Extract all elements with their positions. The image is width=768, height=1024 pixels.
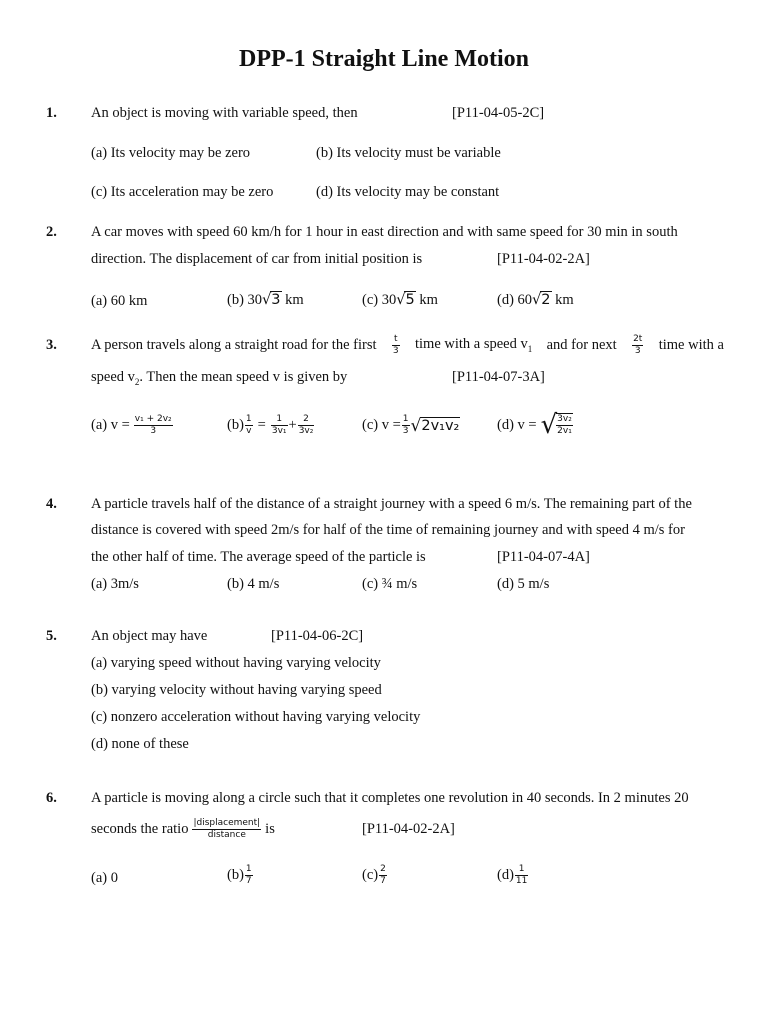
question-5-option-d: (d) none of these: [91, 736, 189, 752]
question-3-code: [P11-04-07-3A]: [452, 369, 545, 385]
question-2-option-d: (d) 60√2 km: [497, 292, 574, 308]
question-4-option-c: (c) ¾ m/s: [362, 576, 418, 592]
fraction-t-over-3: $\frac{t}{3}$: [392, 333, 399, 356]
question-3-number: 3.: [46, 337, 57, 353]
question-2-option-c: (c) 30√5 km: [362, 292, 438, 308]
question-1-option-b: (b) Its velocity must be variable: [316, 145, 501, 161]
question-5-option-c: (c) nonzero acceleration without having varying velocity: [91, 709, 421, 725]
question-2-code: [P11-04-02-2A]: [497, 251, 590, 267]
question-1-code: [P11-04-05-2C]: [452, 105, 545, 121]
fraction-2t-over-3: $\frac{2t}{3}$: [633, 333, 643, 356]
question-4-option-a: (a) 3m/s: [91, 576, 139, 592]
question-2-line-2: direction. The displacement of car from initial position is: [91, 251, 423, 267]
question-3-option-b: (b) $\frac{1}{v}$ = $\frac{1}{\text{3v₁}}$ + $\frac{2}{\text{3v₂}}$: [227, 414, 314, 436]
question-3-option-c: (c) v = $\frac{1}{3}$ √ 2v₁v₂: [362, 414, 460, 436]
question-2-number: 2.: [46, 224, 57, 240]
fraction-displacement-over-distance: $\frac{\text{|displacement|}}{\text{distance}}$: [193, 817, 261, 840]
question-4-line-3: the other half of time. The average speed of the particle is: [91, 549, 426, 565]
question-4-code: [P11-04-07-4A]: [497, 549, 590, 565]
question-6-option-b: (b) $\frac{1}{7}$: [227, 864, 252, 886]
question-4-option-b: (b) 4 m/s: [227, 576, 280, 592]
question-1-option-d: (d) Its velocity may be constant: [316, 184, 500, 200]
question-3-line-2: speed $v_2$. Then the mean speed v is given by: [91, 369, 348, 387]
question-2-option-a: (a) 60 km: [91, 293, 148, 309]
question-6-line-2: seconds the ratio $\frac{\text{|displacement|}}{\text{distance}}$ is: [91, 817, 275, 840]
question-1-option-a: (a) Its velocity may be zero: [91, 145, 251, 161]
page-title: DPP-1 Straight Line Motion: [239, 46, 529, 72]
question-6-option-a: (a) 0: [91, 870, 118, 886]
question-5-code: [P11-04-06-2C]: [271, 628, 364, 644]
question-6-number: 6.: [46, 790, 57, 806]
question-1-number: 1.: [46, 105, 57, 121]
question-1-text: An object is moving with variable speed, then: [91, 105, 358, 121]
question-3-line-1: A person travels along a straight road for the first $\frac{t}{3}$ time with a speed $v_1$ and for next $\frac{2t}{3}$ time with a: [91, 333, 724, 356]
question-4-line-1: A particle travels half of the distance of a straight journey with a speed 6 m/s. The remaining part of the: [91, 496, 692, 512]
question-2-option-b: (b) 30√3 km: [227, 292, 304, 308]
question-5-text: An object may have: [91, 628, 208, 644]
question-4-option-d: (d) 5 m/s: [497, 576, 550, 592]
question-1-option-c: (c) Its acceleration may be zero: [91, 184, 274, 200]
question-6-line-1: A particle is moving along a circle such that it completes one revolution in 40 seconds. In 2 minutes 20: [91, 790, 689, 806]
question-5-option-b: (b) varying velocity without having varying speed: [91, 682, 382, 698]
question-6-option-c: (c) $\frac{2}{7}$: [362, 864, 386, 886]
question-4-number: 4.: [46, 496, 57, 512]
question-5-option-a: (a) varying speed without having varying velocity: [91, 655, 381, 671]
question-5-number: 5.: [46, 628, 57, 644]
question-3-option-a: (a) v = $\frac{\text{v₁ + 2v₂}}{3}$: [91, 414, 172, 436]
question-2-line-1: A car moves with speed 60 km/h for 1 hour in east direction and with same speed for 30 min in south: [91, 224, 678, 240]
question-3-option-d: (d) v = √ $\frac{\text{3v₂}}{\text{2v₁}}$: [497, 410, 572, 440]
question-6-code: [P11-04-02-2A]: [362, 821, 455, 837]
question-6-option-d: (d) $\frac{1}{11}$: [497, 864, 528, 886]
question-4-line-2: distance is covered with speed 2m/s for half of the time of remaining journey and with speed 4 m/s for: [91, 522, 685, 538]
